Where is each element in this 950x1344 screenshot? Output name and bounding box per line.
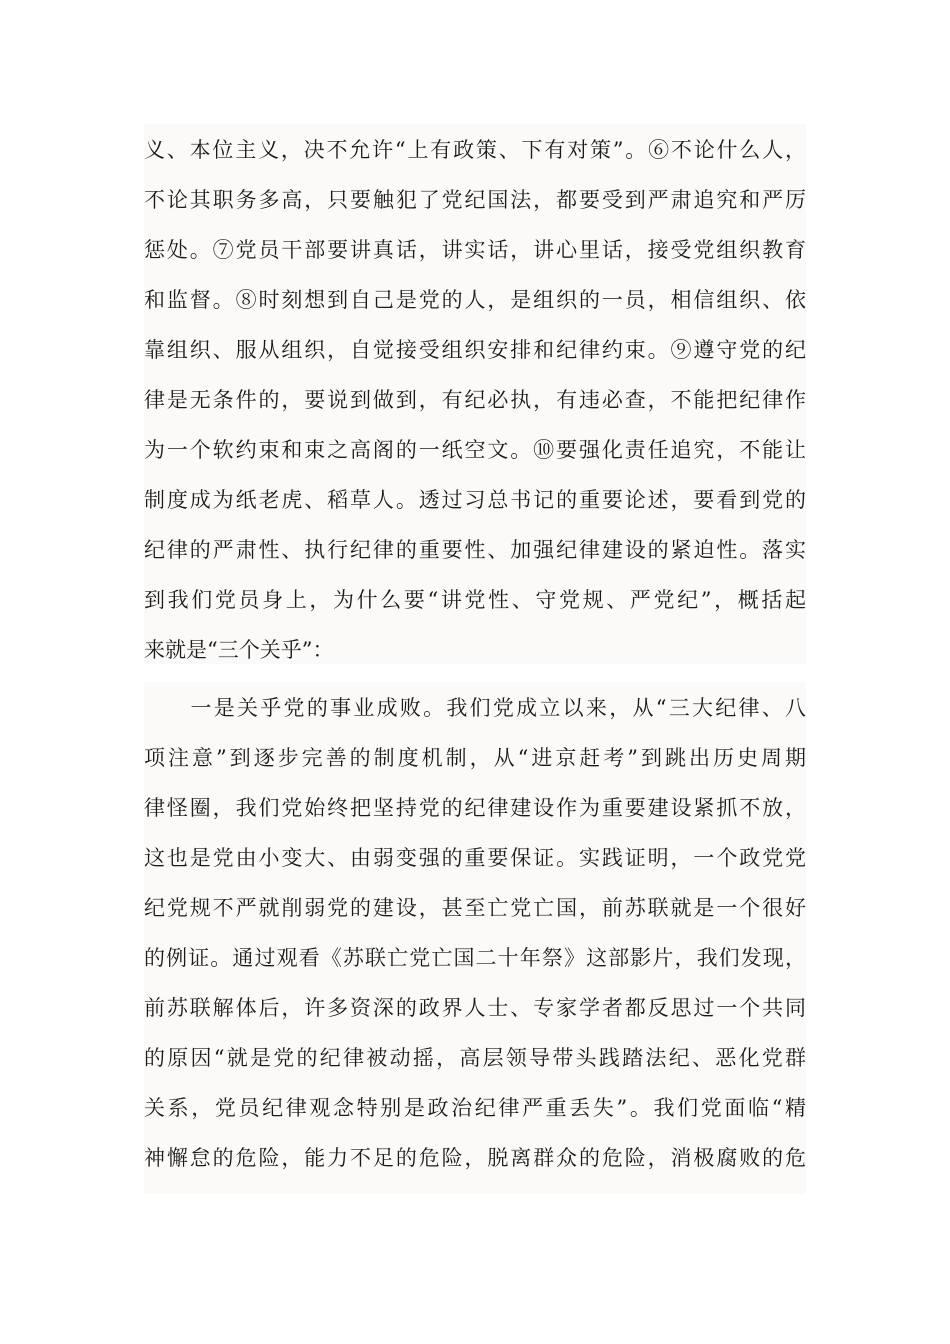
text-line: 纪党规不严就削弱党的建设，甚至亡党亡国，前苏联就是一个很好	[144, 896, 806, 920]
text-line: 惩处。⑦党员干部要讲真话，讲实话，讲心里话，接受党组织教育	[144, 238, 806, 262]
text-line: 的原因“就是党的纪律被动摇，高层领导带头践踏法纪、恶化党群	[144, 1046, 806, 1070]
text-line: 这也是党由小变大、由弱变强的重要保证。实践证明，一个政党党	[144, 846, 806, 870]
text-line: 靠组织、服从组织，自觉接受组织安排和纪律约束。⑨遵守党的纪	[144, 338, 806, 362]
paragraph-2	[144, 682, 806, 1194]
text-line: 义、本位主义，决不允许“上有政策、下有对策”。⑥不论什么人，	[144, 138, 806, 162]
text-line: 项注意”到逐步完善的制度机制，从“进京赶考”到跳出历史周期	[144, 746, 806, 770]
text-line: 前苏联解体后，许多资深的政界人士、专家学者都反思过一个共同	[144, 996, 806, 1020]
text-line: 来就是“三个关乎”：	[144, 638, 334, 662]
text-line: 为一个软约束和束之高阁的一纸空文。⑩要强化责任追究，不能让	[144, 438, 806, 462]
text-line: 不论其职务多高，只要触犯了党纪国法，都要受到严肃追究和严厉	[144, 188, 806, 212]
text-line: 神懈怠的危险，能力不足的危险，脱离群众的危险，消极腐败的危	[144, 1146, 806, 1170]
text-line: 和监督。⑧时刻想到自己是党的人，是组织的一员，相信组织、依	[144, 288, 806, 312]
text-line: 制度成为纸老虎、稻草人。透过习总书记的重要论述，要看到党的	[144, 488, 806, 512]
text-line: 一是关乎党的事业成败。我们党成立以来，从“三大纪律、八	[144, 696, 806, 720]
text-line: 到我们党员身上，为什么要“讲党性、守党规、严党纪”，概括起	[144, 588, 806, 612]
text-line: 律怪圈，我们党始终把坚持党的纪律建设作为重要建设紧抓不放，	[144, 796, 806, 820]
text-line: 律是无条件的，要说到做到，有纪必执，有违必查，不能把纪律作	[144, 388, 806, 412]
text-line: 纪律的严肃性、执行纪律的重要性、加强纪律建设的紧迫性。落实	[144, 538, 806, 562]
paragraph-1	[144, 124, 806, 664]
text-line: 关系，党员纪律观念特别是政治纪律严重丢失”。我们党面临“精	[144, 1096, 806, 1120]
text-line: 的例证。通过观看《苏联亡党亡国二十年祭》这部影片，我们发现，	[144, 946, 806, 970]
